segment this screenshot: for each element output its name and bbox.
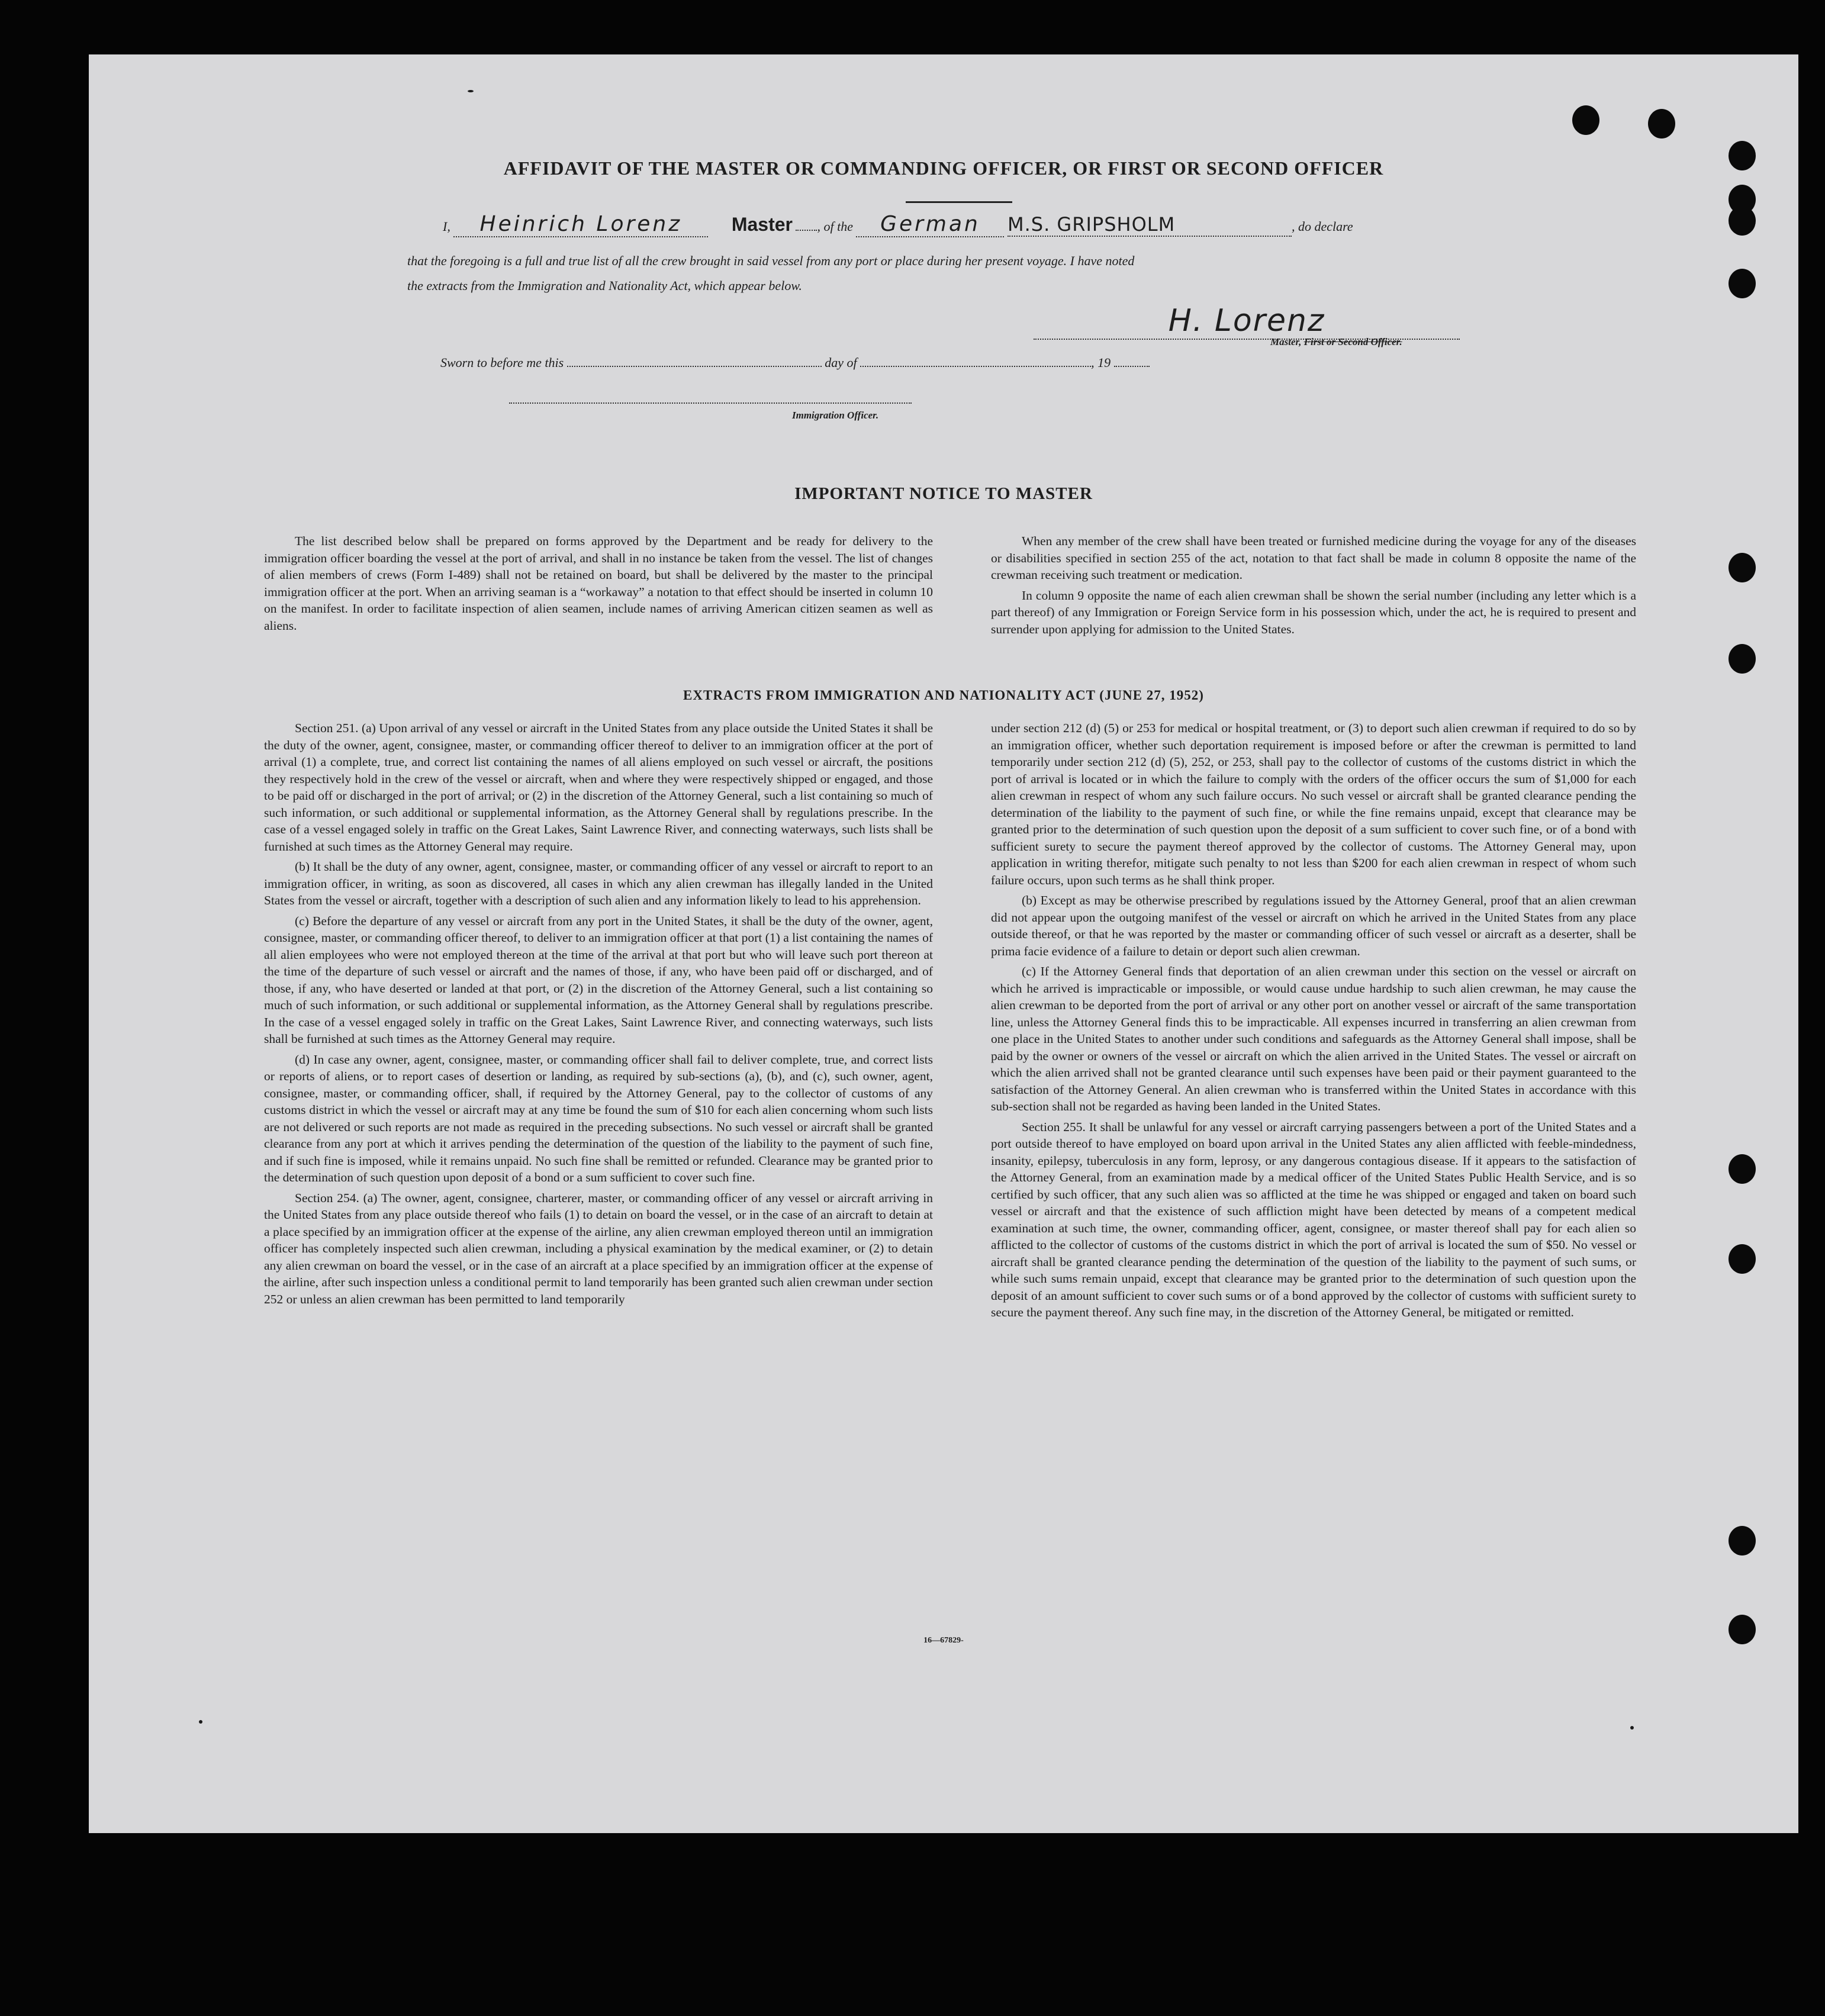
- section-251-a: Section 251. (a) Upon arrival of any vessel or aircraft in the United States from any place outside the United States it shall be the duty of the owner, agent, consignee, master, or commanding officer thereof to deliver to an immigration officer at the port of arrival (1) a complete, true, and correct list containing the names of all aliens employed on such vessel or aircraft, the positions they respectively hold in the crew of the vessel or aircraft, when and where they were respectively shipped or engaged, and those to be paid off or discharged in the port of arrival; or (2) in the discretion of the Attorney General, such a list containing so much of such information, or such additional or supplemental information, as the Attorney General shall by regulations prescribe. In the case of a vessel engaged solely in traffic on the Great Lakes, Saint Lawrence River, and connecting waterways, such lists shall be furnished at such times as the Attorney General may require.: [264, 721, 933, 854]
- day-of-text: day of: [825, 355, 857, 370]
- sworn-line: [440, 355, 1150, 371]
- ink-speck: [1630, 1726, 1634, 1730]
- ink-speck: [468, 90, 474, 92]
- section-254-a: Section 254. (a) The owner, agent, consignee, charterer, master, or commanding officer of any vessel or aircraft arriving in the United States from any place outside thereof who fails (1) to detain on board the vessel, or in the case of an aircraft to detain at a place specified by an immigration officer at the expense of the airline, any alien crewman employed thereon until an immigration officer has completely inspected such alien crewman, including a physical examination by the medical examiner, or (2) to detain any alien crewman on board the vessel, or in the case of an aircraft at a place specified by an immigration officer at the expense of the airline, after such inspection unless a conditional permit to land temporarily has been granted such alien crewman under section 252 or unless an alien crewman has been permitted to land temporarily: [264, 1190, 933, 1306]
- of-the-text: , of the: [817, 219, 853, 234]
- extracts-left-column: [264, 720, 933, 1311]
- sworn-text: Sworn to before me this: [440, 355, 564, 370]
- sworn-month-field: [860, 366, 1091, 367]
- punch-hole: [1729, 1526, 1756, 1556]
- title-rule: [906, 201, 1012, 203]
- sworn-year-field: [1114, 366, 1150, 367]
- punch-hole: [1729, 269, 1756, 298]
- vessel-field: [1008, 213, 1292, 237]
- notice-right-column: [991, 533, 1636, 641]
- section-251-d: (d) In case any owner, agent, consignee, master, or commanding officer shall fail to deliver complete, true, and correct lists or reports of aliens, or to report cases of desertion or landing, as required by sub-sections (a), (b), and (c), such owner, agent, consignee, master, or commanding officer, shall, if required by the Attorney General, pay to the collector of customs of any customs district in which the vessel or aircraft may at any time be found the sum of $10 for each alien concerning whom such lists are not delivered or such reports are not made as required in the preceding subsections. No such vessel or aircraft shall be granted clearance from any port at which it arrives pending the determination of the question of the liability to the payment of such fine, and if such fine is imposed, while it remains unpaid. No such fine shall be remitted or refunded. Clearance may be granted prior to the determination of such question upon deposit of a bond or a sum sufficient to cover such fine.: [264, 1052, 933, 1184]
- notice-paragraph: In column 9 opposite the name of each alien crewman shall be shown the serial number (including any letter which is a part thereof) of any Immigration or Foreign Service form in his possession which, under the act, he is required to present and surrender upon applying for admission to the United States.: [991, 588, 1636, 636]
- sworn-day-field: [567, 366, 822, 367]
- ink-speck: [199, 1720, 202, 1724]
- affidavit-title: AFFIDAVIT OF THE MASTER OR COMMANDING OFFICER, OR FIRST OR SECOND OFFICER: [503, 157, 1384, 179]
- section-254-c: (c) If the Attorney General finds that deportation of an alien crewman under this section on the vessel or aircraft on which he arrived is impracticable or impossible, or would cause undue hardship to such alien crewman, he may cause the alien crewman to be deported from the port of arrival or any other port on another vessel or aircraft of the same transportation line, unless the Attorney General finds this to be impracticable. All expenses incurred in transferring an alien crewman from one place in the United States to another under such conditions and safeguards as the Attorney General shall impose, shall be paid by the owner or owners of the vessel or aircraft on which the alien arrived in the United States. The vessel or aircraft on which the alien arrived shall not be granted clearance until such expenses have been paid or their payment guaranteed to the satisfaction of the Attorney General. An alien crewman who is transferred within the United States in accordance with this sub-section shall not be regarded as having been landed in the United States.: [991, 964, 1636, 1113]
- punch-hole: [1729, 553, 1756, 582]
- section-254-b: (b) Except as may be otherwise prescribed by regulations issued by the Attorney General, proof that an alien crewman did not appear upon the outgoing manifest of the vessel or aircraft on which he arrived in the United States from any place outside thereof, or that he was reported by the master or commanding officer of such vessel or aircraft as a deserter, shall be prima facie evidence of a failure to detain or deport such alien crewman.: [991, 893, 1636, 958]
- declaration-line-3: the extracts from the Immigration and Nationality Act, which appear below.: [407, 278, 802, 293]
- declaration-line: [443, 212, 1353, 237]
- section-251-c: (c) Before the departure of any vessel or aircraft from any port in the United States, it shall be the duty of the owner, agent, consignee, master, or commanding officer thereof, to deliver to an immigration officer at that port (1) a list containing the names of all alien employees who were not employed thereon at the time of the arrival at that port but who will leave such port thereon at the time of the departure of such vessel or aircraft and the names of those, if any, who have been paid off or discharged, and of those, if any, who have deserted or landed at that port, or (2) in the discretion of the Attorney General, such a list containing so much of such information, or such additional or supplemental information, as the Attorney General shall by regulations prescribe. In the case of a vessel engaged solely in traffic on the Great Lakes, Saint Lawrence River, and connecting waterways, such lists shall be furnished at such times as the Attorney General may require.: [264, 913, 933, 1046]
- notice-left-column: [264, 533, 933, 637]
- extracts-right-column: [991, 720, 1636, 1325]
- signature-line: [1034, 303, 1460, 340]
- section-251-b: (b) It shall be the duty of any owner, agent, consignee, master, or commanding officer of any vessel or aircraft to report to an immigration officer, in writing, as soon as discovered, all cases in which any alien crewman has illegally landed in the United States from the vessel or aircraft, together with a description of such alien and any information likely to lead to his apprehension.: [264, 859, 933, 907]
- notice-paragraph: The list described below shall be prepared on forms approved by the Department and be ready for delivery to the immigration officer boarding the vessel at the port of arrival, and shall in no instance be taken from the vessel. The list of changes of alien members of crews (Form I-489) shall not be retained on board, but shall be delivered by the master to the principal immigration officer at the port. When an arriving seaman is a “workaway” a notation to that effect should be inserted in column 10 on the manifest. In order to facilitate inspection of alien seamen, include names of arriving American citizen seamen as well as aliens.: [264, 534, 933, 633]
- handwritten-signature: H. Lorenz: [1168, 303, 1325, 339]
- master-name-field: [453, 212, 708, 237]
- extracts-title: EXTRACTS FROM IMMIGRATION AND NATIONALITY ACT (JUNE 27, 1952): [683, 688, 1204, 703]
- notice-title: IMPORTANT NOTICE TO MASTER: [794, 484, 1093, 503]
- rank-text: Master: [731, 214, 793, 235]
- section-255: Section 255. It shall be unlawful for any vessel or aircraft carrying passengers between a port of the United States and a port outside thereof to have employed on board upon arrival in the United States any alien afflicted with feeble-mindedness, insanity, epilepsy, tuberculosis in any form, leprosy, or any dangerous contagious disease. If it appears to the satisfaction of the Attorney General, from an examination made by a medical officer of the United States Public Health Service, and is so certified by such officer, that any such alien was so afflicted at the time he was shipped or engaged and taken on board such vessel or aircraft and that the existence of such affliction might have been detected by means of a competent medical examination at such time, the owner, commanding officer, agent, consignee, or master thereof shall pay for each alien so afflicted to the collector of customs of the customs district in which the port of arrival is located the sum of $50. No vessel or aircraft shall be granted clearance pending the determination of the question of the liability to the payment of such sums, or while such sums remain unpaid, except that clearance may be granted prior to the determination of such question upon the deposit of an amount sufficient to cover such sums or of a bond approved by the collector of customs with sufficient surety to secure the payment thereof. Any such fine may, in the discretion of the Attorney General, be mitigated or remitted.: [991, 1119, 1636, 1319]
- officer-caption: Immigration Officer.: [792, 410, 879, 421]
- declaration-line-2: that the foregoing is a full and true list of all the crew brought in said vessel from any port or place during her present voyage. I have noted: [407, 253, 1135, 268]
- vessel-name: M.S. GRIPSHOLM: [1007, 213, 1176, 236]
- caption-master: Master,: [1270, 336, 1302, 347]
- year-prefix: , 19: [1091, 355, 1111, 370]
- officer-signature-field: [509, 402, 912, 404]
- punch-hole: [1729, 206, 1756, 236]
- signature-field: [1034, 303, 1460, 340]
- punch-hole: [1572, 105, 1599, 135]
- punch-hole: [1648, 109, 1675, 139]
- punch-hole: [1729, 1244, 1756, 1274]
- handwritten-nationality: German: [880, 212, 980, 236]
- handwritten-name: Heinrich Lorenz: [479, 212, 683, 236]
- rank-blank: [796, 230, 817, 231]
- form-number: 16—67829-: [923, 1636, 964, 1645]
- punch-hole: [1729, 1154, 1756, 1184]
- punch-hole: [1729, 644, 1756, 674]
- officer-signature-line: [509, 392, 912, 407]
- signature-caption: [1270, 336, 1402, 348]
- form-sheet: [89, 54, 1798, 1833]
- caption-struck-officer: First or Second Officer.: [1303, 336, 1402, 347]
- section-254-a-cont: under section 212 (d) (5) or 253 for medical or hospital treatment, or (3) to deport such alien crewman if required to do so by an immigration officer, whether such deportation requirement is imposed before or after the crewman is permitted to land temporarily under section 212 (d) (5), 252, or 253, shall pay to the collector of customs of the customs district in which the port of arrival is located or in which the failure to comply with the orders of the officer occurs the sum of $1,000 for each alien crewman in respect of whom any such failure occurs. No such vessel or aircraft shall be granted clearance pending the determination of the liability to the payment of such fine, or while the fine remains unpaid, except that clearance may be granted prior to the determination of such question upon the deposit of a sum sufficient to cover such fine, or of a bond with sufficient surety to secure the payment thereof approved by the collector of customs. The Attorney General may, upon application in writing therefor, mitigate such penalty to not less than $200 for each alien crewman in respect of whom such failure occurs, upon such terms as he shall think proper.: [991, 721, 1636, 887]
- notice-paragraph: When any member of the crew shall have been treated or furnished medicine during the voyage for any of the diseases or disabilities specified in section 255 of the act, notation to that fact shall be made in column 8 opposite the name of the crewman receiving such treatment or medication.: [991, 534, 1636, 582]
- i-prefix: I,: [443, 219, 450, 234]
- nationality-field: [856, 212, 1004, 237]
- do-declare-text: , do declare: [1291, 219, 1353, 234]
